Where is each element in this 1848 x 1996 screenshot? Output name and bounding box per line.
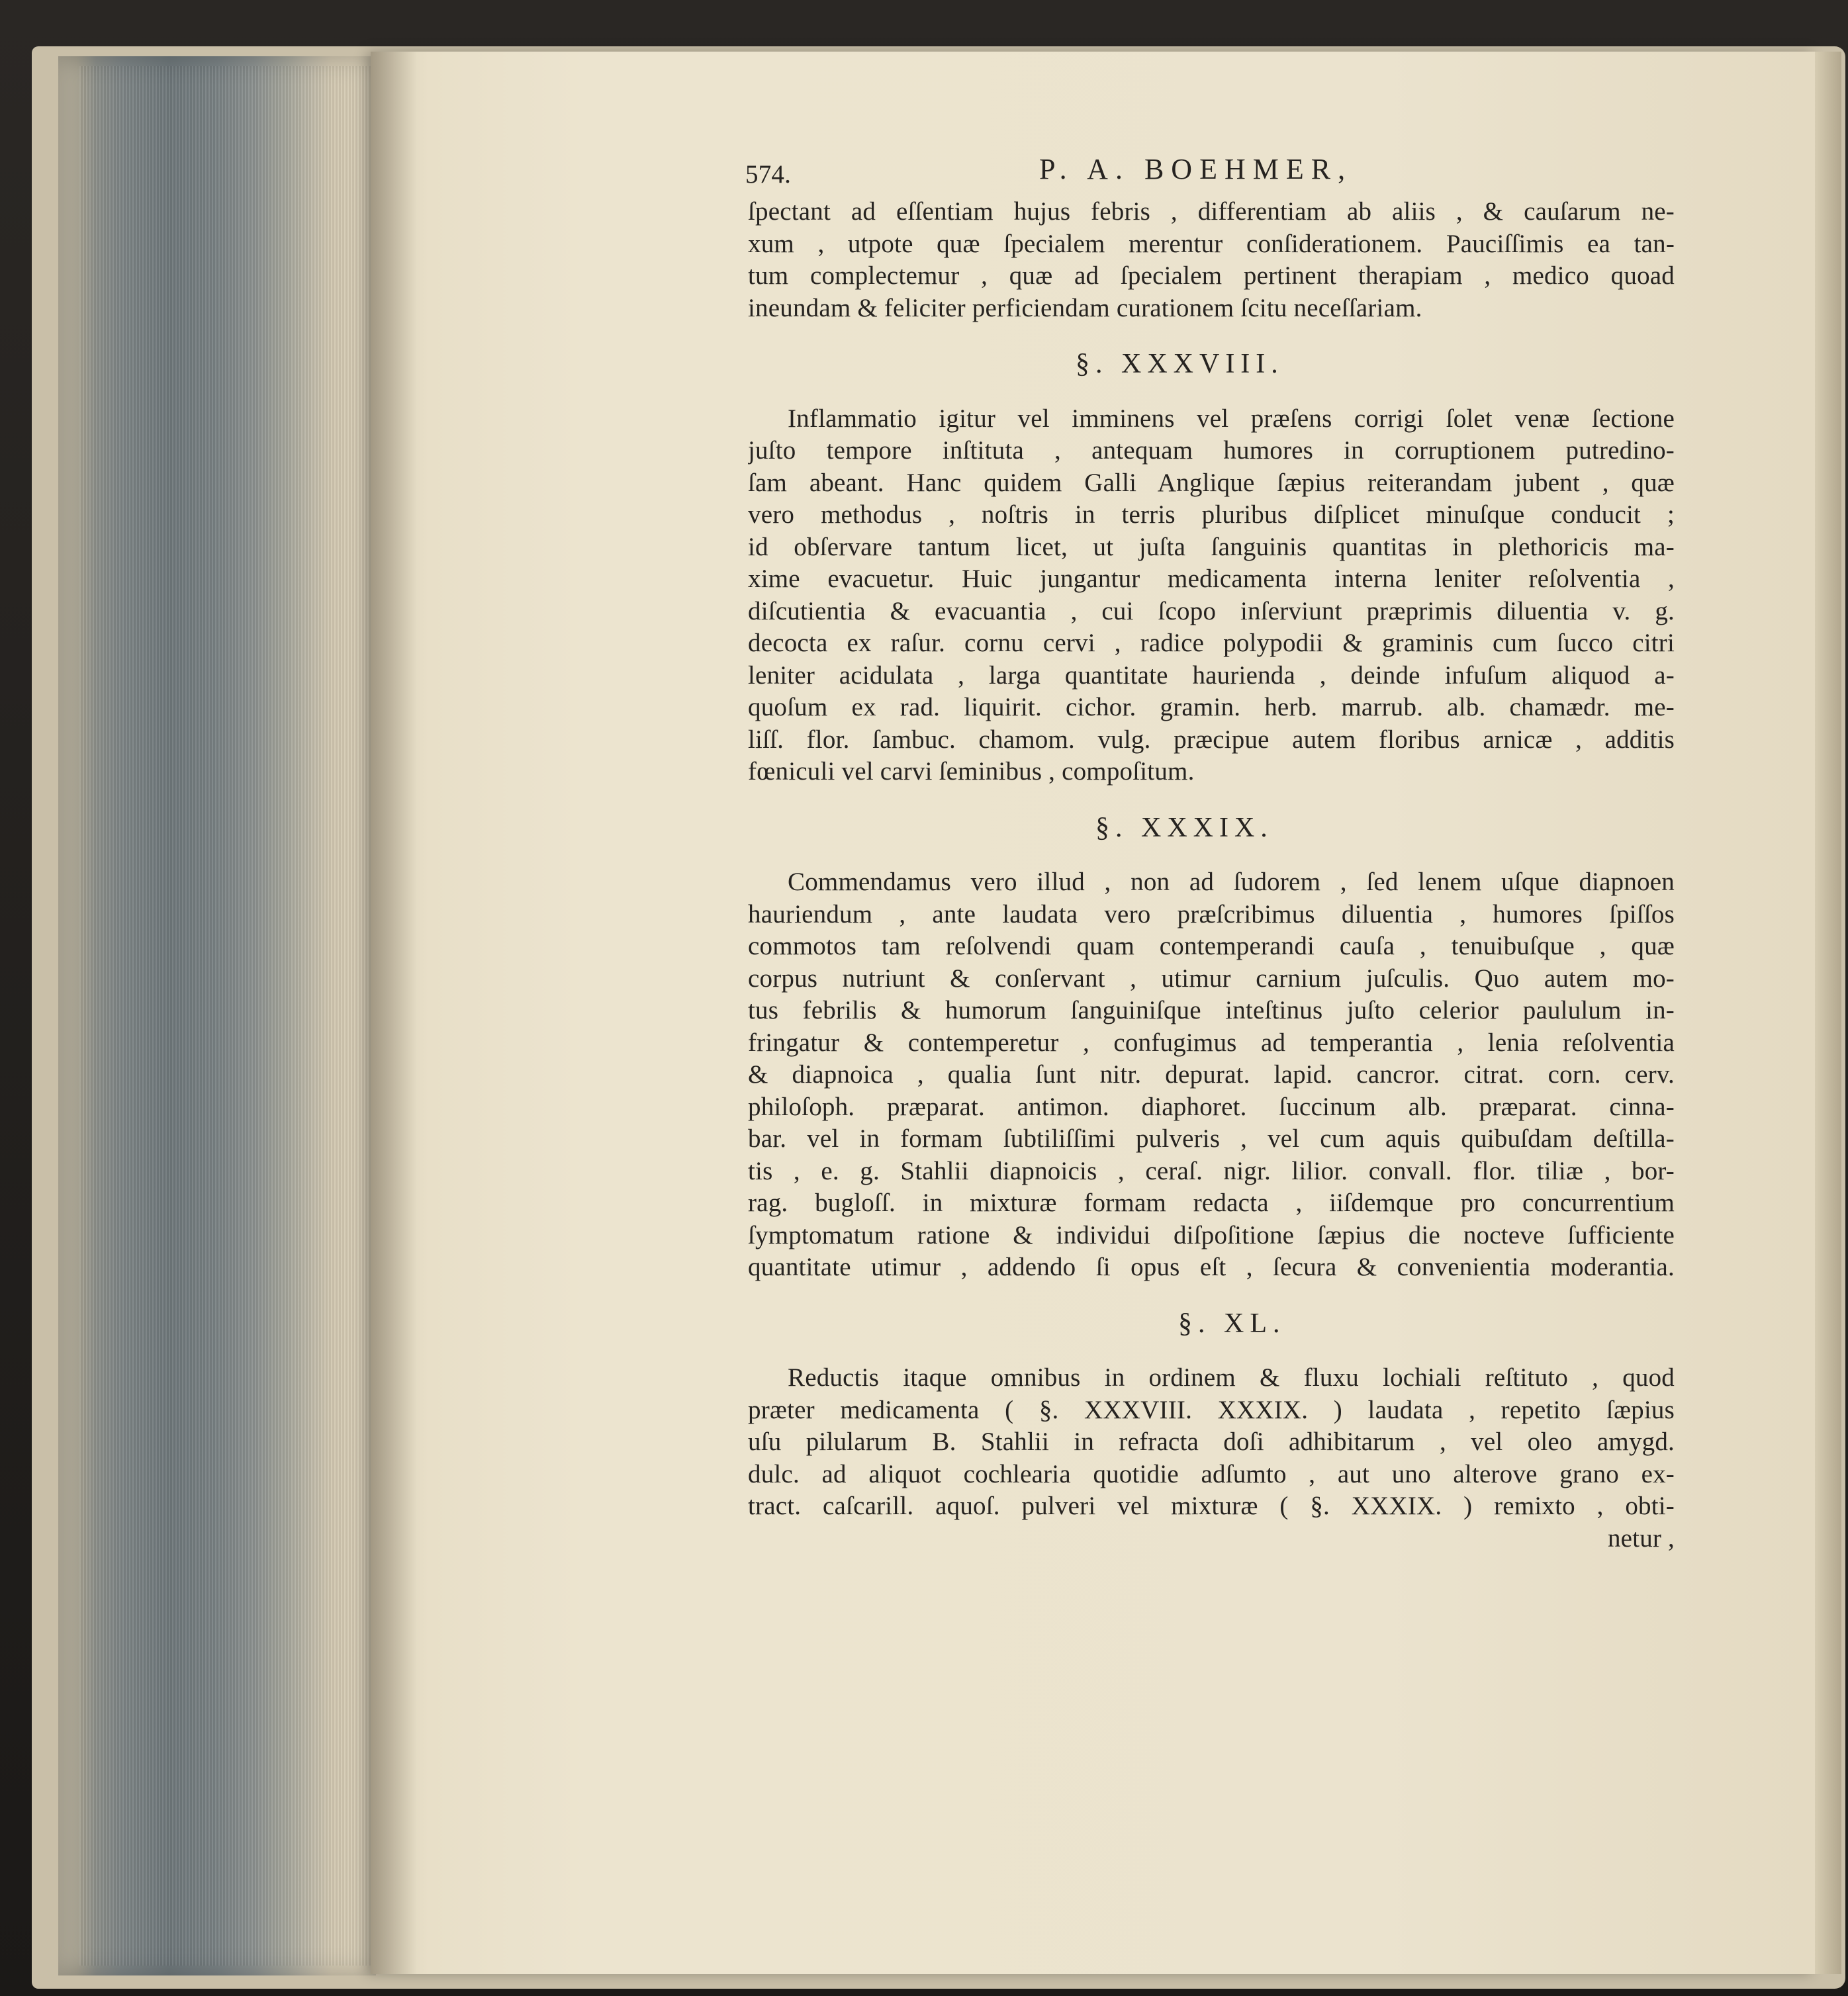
text-line: juſto tempore inſtituta , antequam humores in corruptionem putredino-	[748, 436, 1675, 465]
page-fore-edge	[1815, 52, 1841, 1974]
text-line: vero methodus , noſtris in terris pluribus diſplicet minuſque conducit ;	[748, 500, 1675, 529]
text-line: rag. bugloſſ. in mixturæ formam redacta , iiſdemque pro concurrentium	[748, 1189, 1675, 1217]
text-line: corpus nutriunt & conſervant , utimur carnium juſculis. Quo autem mo-	[748, 964, 1675, 993]
text-line: decocta ex raſur. cornu cervi , radice polypodii & graminis cum ſucco citri	[748, 629, 1675, 657]
text-line: xum , utpote quæ ſpecialem merentur conſiderationem. Pauciſſimis ea tan-	[748, 229, 1675, 258]
section-heading: §. XXXIX.	[1095, 812, 1273, 843]
text-line: liſſ. flor. ſambuc. chamom. vulg. præcipue autem floribus arnicæ , additis	[748, 725, 1675, 754]
text-line: Reductis itaque omnibus in ordinem & fluxu lochiali reſtituto , quod	[788, 1363, 1675, 1392]
page-number: 574.	[745, 160, 792, 189]
text-line: tis , e. g. Stahlii diapnoicis , ceraſ. nigr. lilior. convall. flor. tiliæ , bor-	[748, 1156, 1675, 1185]
catchword: netur ,	[1607, 1523, 1675, 1553]
text-line: diſcutientia & evacuantia , cui ſcopo inſerviunt præprimis diluentia v. g.	[748, 596, 1675, 625]
text-line: id obſervare tantum licet, ut juſta ſanguinis quantitas in plethoricis ma-	[748, 532, 1675, 561]
text-line: xime evacuetur. Huic jungantur medicamenta interna leniter reſolventia ,	[748, 565, 1675, 593]
text-line: Commendamus vero illud , non ad ſudorem , ſed lenem uſque diapnoen	[788, 868, 1675, 896]
text-line: ſam abeant. Hanc quidem Galli Anglique ſæpius reiterandam jubent , quæ	[748, 468, 1675, 497]
page-text	[745, 153, 1675, 1555]
text-line: quantitate utimur , addendo ſi opus eſt , ſecura & convenientia moderantia.	[748, 1253, 1675, 1281]
text-line: ſpectant ad eſſentiam hujus febris , differentiam ab aliis , & cauſarum ne-	[748, 197, 1675, 226]
text-line: uſu pilularum B. Stahlii in refracta doſi adhibitarum , vel oleo amygd.	[748, 1428, 1675, 1456]
text-line: ſymptomatum ratione & individui diſpoſitione ſæpius die nocteve ſufficiente	[748, 1220, 1675, 1249]
page-header	[745, 153, 1675, 196]
text-line: tract. caſcarill. aquoſ. pulveri vel mixturæ ( §. XXXIX. ) remixto , obti-	[748, 1492, 1675, 1520]
section-paragraph	[748, 1362, 1675, 1555]
text-line: tum complectemur , quæ ad ſpecialem pertinent therapiam , medico quoad	[748, 261, 1675, 290]
text-line: & diapnoica , qualia ſunt nitr. depurat. lapid. cancror. citrat. corn. cerv.	[748, 1060, 1675, 1089]
text-line: ineundam & feliciter perficiendam curationem ſcitu neceſſariam.	[748, 293, 1422, 322]
text-line: Inflammatio igitur vel imminens vel præſens corrigi ſolet venæ ſectione	[788, 404, 1675, 433]
section-heading: §. XXXVIII.	[1076, 349, 1284, 379]
page-edge-texture	[79, 66, 371, 1966]
gutter-shadow	[371, 52, 417, 1974]
text-line: præter medicamenta ( §. XXXVIII. XXXIX. ) laudata , repetito ſæpius	[748, 1395, 1675, 1424]
section-paragraph	[748, 866, 1675, 1284]
running-head: P. A. BOEHMER,	[1039, 153, 1353, 185]
text-line: hauriendum , ante laudata vero præſcribimus diluentia , humores ſpiſſos	[748, 899, 1675, 929]
section-paragraph	[748, 403, 1675, 788]
text-line: fringatur & contemperetur , confugimus ad temperantia , lenia reſolventia	[748, 1028, 1675, 1057]
text-line: quoſum ex rad. liquirit. cichor. gramin. herb. marrub. alb. chamædr. me-	[748, 693, 1675, 721]
text-line: fœniculi vel carvi ſeminibus , compoſitum.	[748, 757, 1195, 786]
text-line: bar. vel in formam ſubtiliſſimi pulveris , vel cum aquis quibuſdam deſtilla-	[748, 1124, 1675, 1153]
text-line: dulc. ad aliquot cochlearia quotidie adſumto , aut uno alterove grano ex-	[748, 1459, 1675, 1488]
text-line: leniter acidulata , larga quantitate haurienda , deinde infuſum aliquod a-	[748, 660, 1675, 690]
section-heading: §. XL.	[1178, 1308, 1286, 1339]
intro-paragraph	[748, 196, 1675, 324]
text-line: commotos tam reſolvendi quam contemperandi cauſa , tenuibuſque , quæ	[748, 932, 1675, 960]
text-line: philoſoph. præparat. antimon. diaphoret. ſuccinum alb. præparat. cinna-	[748, 1092, 1675, 1121]
text-line: tus febrilis & humorum ſanguiniſque inteſtinus juſto celerior paululum in-	[748, 996, 1675, 1024]
